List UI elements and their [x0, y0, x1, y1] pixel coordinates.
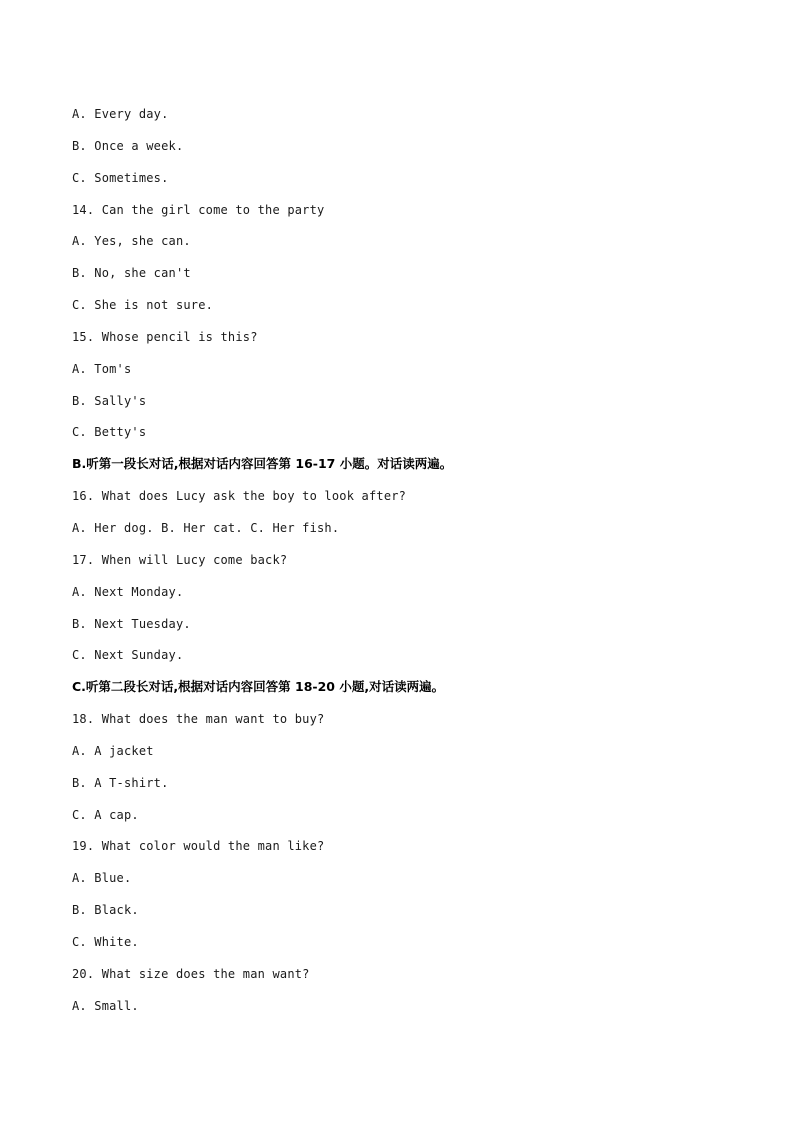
- question-line: 16. What does Lucy ask the boy to look after?: [72, 489, 407, 504]
- option-line: A. Blue.: [72, 871, 132, 886]
- section-heading: B.听第一段长对话,根据对话内容回答第 16-17 小题。对话读两遍。: [72, 456, 453, 472]
- option-line: C. Next Sunday.: [72, 648, 184, 663]
- option-line: A. Yes, she can.: [72, 234, 191, 249]
- option-line: A. Next Monday.: [72, 584, 184, 599]
- question-line: 17. When will Lucy come back?: [72, 552, 288, 567]
- option-line: B. Next Tuesday.: [72, 616, 191, 631]
- option-line: C. A cap.: [72, 807, 139, 822]
- option-line: A. A jacket: [72, 743, 154, 758]
- option-line: A. Tom's: [72, 361, 132, 376]
- option-line: B. No, she can't: [72, 266, 191, 281]
- exam-content: [72, 104, 732, 1027]
- option-line: B. Sally's: [72, 393, 147, 408]
- question-line: 15. Whose pencil is this?: [72, 329, 258, 344]
- option-line: B. Black.: [72, 903, 139, 918]
- option-line: C. Betty's: [72, 425, 147, 440]
- option-line: A. Her dog. B. Her cat. C. Her fish.: [72, 520, 340, 535]
- section-heading: C.听第二段长对话,根据对话内容回答第 18-20 小题,对话读两遍。: [72, 679, 445, 695]
- question-line: 19. What color would the man like?: [72, 839, 325, 854]
- option-line: C. White.: [72, 934, 139, 949]
- option-line: C. Sometimes.: [72, 170, 169, 185]
- question-line: 18. What does the man want to buy?: [72, 712, 325, 727]
- question-line: 20. What size does the man want?: [72, 966, 310, 981]
- option-line: A. Every day.: [72, 107, 169, 121]
- option-line: A. Small.: [72, 998, 139, 1013]
- question-line: 14. Can the girl come to the party: [72, 202, 325, 217]
- option-line: B. A T-shirt.: [72, 775, 169, 790]
- option-line: B. Once a week.: [72, 138, 184, 153]
- option-line: C. She is not sure.: [72, 298, 214, 313]
